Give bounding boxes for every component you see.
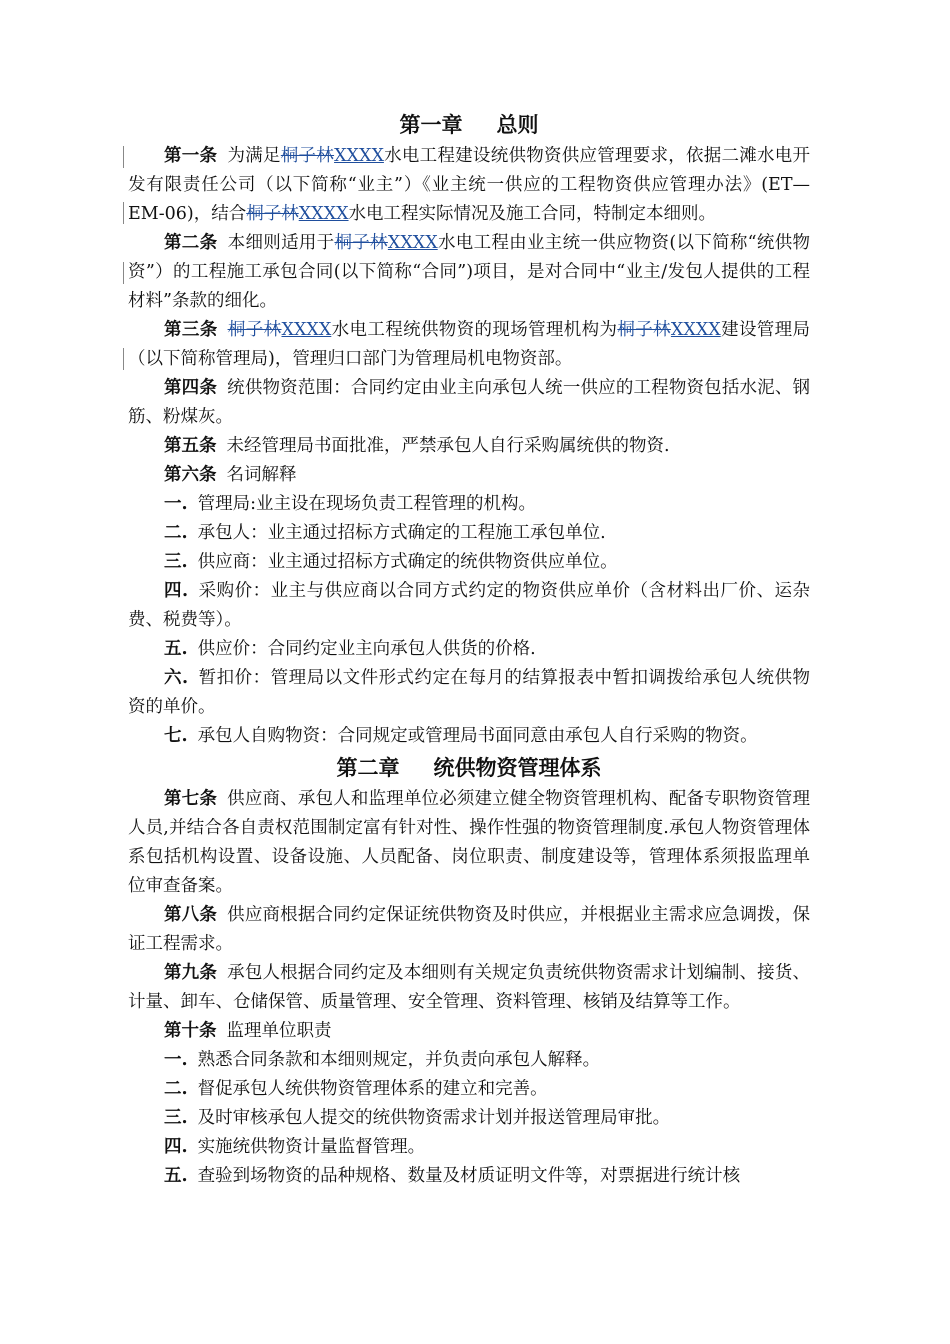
article-label: 第五条 bbox=[164, 436, 217, 456]
list-item: 五. 查验到场物资的品种规格、数量及材质证明文件等，对票据进行统计核 bbox=[164, 1166, 741, 1186]
list-item: 三. 供应商：业主通过招标方式确定的统供物资供应单位。 bbox=[164, 552, 618, 572]
duties-list bbox=[128, 1046, 810, 1191]
tracked-insertion: XXXX bbox=[670, 320, 721, 340]
list-item: 七. 承包人自购物资：合同规定或管理局书面同意由承包人自行采购的物资。 bbox=[164, 726, 758, 746]
tracked-deletion: 桐子林 bbox=[227, 320, 282, 340]
list-item: 六. 暂扣价：管理局以文件形式约定在每月的结算报表中暂扣调拨给承包人统供物资的单价。 bbox=[128, 668, 811, 717]
change-bar bbox=[123, 348, 124, 370]
list-item: 三. 及时审核承包人提交的统供物资需求计划并报送管理局审批。 bbox=[164, 1108, 671, 1128]
chapter-number: 第一章 bbox=[399, 112, 463, 137]
article-7: 第七条 供应商、承包人和监理单位必须建立健全物资管理机构、配备专职物资管理人员,并结合各自责权范围制定富有针对性、操作性强的物资管理制度.承包人物资管理体系包括机构设置、设备设施、人员配备、岗位职责、制度建设等，管理体系须报监理单位审查备案。 bbox=[128, 789, 810, 896]
tracked-insertion: XXXX bbox=[334, 146, 384, 166]
tracked-deletion: 桐子林 bbox=[617, 320, 671, 340]
list-item: 二. 承包人：业主通过招标方式确定的工程施工承包单位. bbox=[164, 523, 606, 543]
chapter-title: 统供物资管理体系 bbox=[433, 755, 602, 780]
tracked-deletion: 桐子林 bbox=[280, 146, 335, 166]
definitions-list bbox=[128, 490, 810, 751]
article-label: 第十条 bbox=[164, 1021, 217, 1041]
tracked-insertion: XXXX bbox=[281, 320, 332, 340]
chapter-heading bbox=[128, 751, 810, 785]
chapter-number: 第二章 bbox=[336, 755, 400, 780]
article-2: 第二条 本细则适用于桐子林XXXX水电工程由业主统一供应物资(以下简称“统供物资”）的工程施工承包合同(以下简称“合同”)项目，是对合同中“业主/发包人提供的工程材料”条款的细化。 bbox=[128, 233, 810, 311]
change-bar bbox=[123, 202, 124, 224]
article-4: 第四条 统供物资范围：合同约定由业主向承包人统一供应的工程物资包括水泥、钢筋、粉煤灰。 bbox=[128, 378, 810, 427]
article-1: 第一条 为满足桐子林XXXX水电工程建设统供物资供应管理要求，依据二滩水电开发有限责任公司（以下简称“业主”）《业主统一供应的工程物资供应管理办法》(ET—EM-06)，结合桐子林XXXX水电工程实际情况及施工合同，特制定本细则。 bbox=[128, 146, 811, 224]
article-9: 第九条 承包人根据合同约定及本细则有关规定负责统供物资需求计划编制、接货、计量、卸车、仓储保管、质量管理、安全管理、资料管理、核销及结算等工作。 bbox=[128, 963, 810, 1012]
article-label: 第八条 bbox=[164, 905, 217, 925]
document-body bbox=[128, 108, 810, 1191]
article-label: 第九条 bbox=[164, 963, 217, 983]
article-8: 第八条 供应商根据合同约定保证统供物资及时供应，并根据业主需求应急调拨，保证工程需求。 bbox=[128, 905, 810, 954]
article-10: 第十条 监理单位职责 bbox=[164, 1021, 332, 1041]
list-item: 四. 实施统供物资计量监督管理。 bbox=[164, 1137, 426, 1157]
article-6: 第六条 名词解释 bbox=[164, 465, 297, 485]
tracked-insertion: XXXX bbox=[387, 233, 438, 253]
article-label: 第六条 bbox=[164, 465, 217, 485]
tracked-deletion: 桐子林 bbox=[334, 233, 388, 253]
list-item: 五. 供应价：合同约定业主向承包人供货的价格. bbox=[164, 639, 536, 659]
chapter-title: 总则 bbox=[496, 112, 539, 137]
list-item: 四. 采购价：业主与供应商以合同方式约定的物资供应单价（含材料出厂价、运杂费、税费等）。 bbox=[128, 581, 811, 630]
article-label: 第七条 bbox=[164, 789, 217, 809]
article-5: 第五条 未经管理局书面批准，严禁承包人自行采购属统供的物资. bbox=[164, 436, 670, 456]
tracked-deletion: 桐子林 bbox=[246, 204, 299, 224]
list-item: 二. 督促承包人统供物资管理体系的建立和完善。 bbox=[164, 1079, 548, 1099]
list-item: 一. 熟悉合同条款和本细则规定，并负责向承包人解释。 bbox=[164, 1050, 601, 1070]
change-bar bbox=[123, 262, 124, 284]
chapter-heading bbox=[128, 108, 810, 142]
list-item: 一. 管理局:业主设在现场负责工程管理的机构。 bbox=[164, 494, 536, 514]
article-3: 第三条 桐子林XXXX水电工程统供物资的现场管理机构为桐子林XXXX建设管理局（以下简称管理局)，管理归口部门为管理局机电物资部。 bbox=[128, 320, 811, 369]
article-label: 第二条 bbox=[164, 233, 218, 253]
article-label: 第三条 bbox=[164, 320, 218, 340]
tracked-insertion: XXXX bbox=[298, 204, 349, 224]
change-bar bbox=[123, 146, 124, 168]
article-label: 第四条 bbox=[164, 378, 217, 398]
article-label: 第一条 bbox=[164, 146, 218, 166]
